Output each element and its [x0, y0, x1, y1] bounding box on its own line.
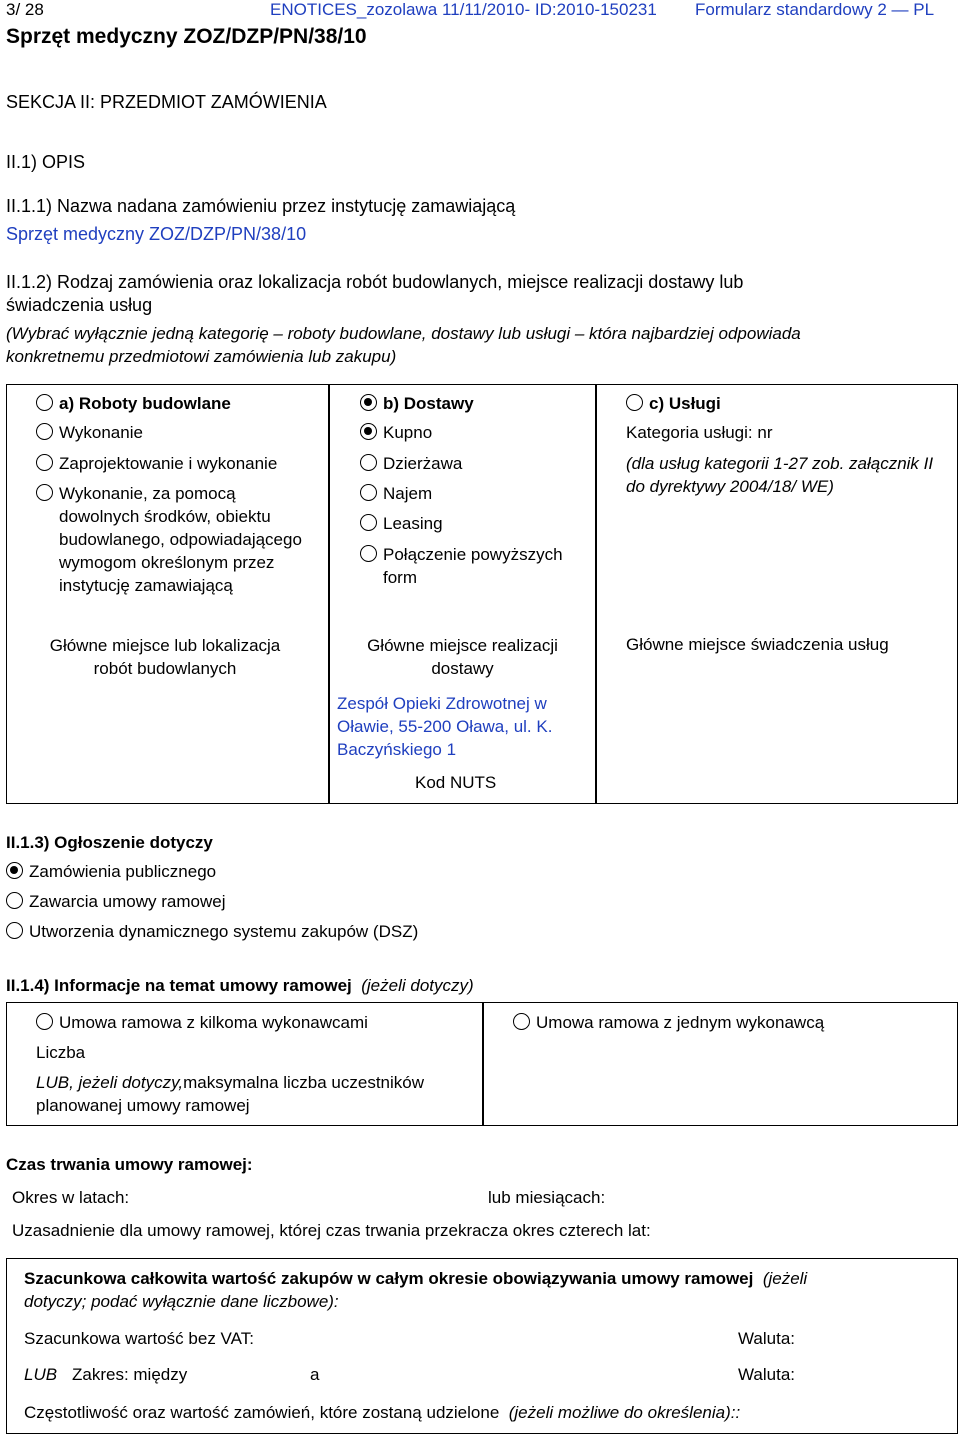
- dostawy-option-najem[interactable]: [360, 484, 432, 504]
- document-title: Sprzęt medyczny ZOZ/DZP/PN/38/10: [6, 25, 367, 48]
- roboty-label: a) Roboty budowlane: [59, 394, 231, 413]
- liczba-label: Liczba: [36, 1043, 86, 1062]
- s112-heading-line1: II.1.2) Rodzaj zamówienia oraz lokalizacja robót budowlanych, miejsce realizacji dostawy lub: [6, 272, 744, 292]
- s112-note-line2: konkretnemu przedmiotowi zamówienia lub zakupu): [6, 347, 397, 366]
- nuts-code-label: Kod NUTS: [415, 773, 497, 792]
- kategoria-uslugi: Kategoria usługi: nr: [626, 423, 773, 442]
- s111-value: Sprzęt medyczny ZOZ/DZP/PN/38/10: [6, 224, 307, 244]
- section-title: SEKCJA II: PRZEDMIOT ZAMÓWIENIA: [6, 92, 327, 112]
- s114-title-note: (jeżeli dotyczy): [361, 976, 474, 995]
- bez-vat-label: Szacunkowa wartość bez VAT:: [24, 1329, 254, 1348]
- framework-one-radio[interactable]: [513, 1013, 530, 1030]
- form-type: Formularz standardowy 2 — PL: [695, 0, 935, 19]
- framework-many-label: Umowa ramowa z kilkoma wykonawcami: [59, 1013, 368, 1032]
- czestotliwosc-note: (jeżeli możliwe do określenia)::: [508, 1403, 741, 1422]
- dostawy-radio-row[interactable]: [360, 394, 474, 414]
- roboty-radio[interactable]: [36, 394, 53, 411]
- value-title-bold: Szacunkowa całkowita wartość zakupów w całym okresie obowiązywania umowy ramowej: [24, 1269, 754, 1288]
- s113-heading: II.1.3) Ogłoszenie dotyczy: [6, 833, 213, 852]
- okres-label: Okres w latach:: [12, 1188, 130, 1207]
- umowa-ramowa-label: Zawarcia umowy ramowej: [29, 892, 226, 911]
- uslugi-radio[interactable]: [626, 394, 643, 411]
- najem-label: Najem: [383, 484, 433, 503]
- czestotliwosc-row: [24, 1403, 740, 1423]
- s112-note-line1: (Wybrać wyłącznie jedną kategorię – roboty budowlane, dostawy lub usługi – która najbardziej odpowiada: [6, 324, 801, 343]
- roboty-option-zaprojektowanie[interactable]: [36, 454, 277, 474]
- s111-heading: II.1.1) Nazwa nadana zamówieniu przez instytucję zamawiającą: [6, 196, 516, 216]
- wykonanie-srodki-label: Wykonanie, za pomocą dowolnych środków, obiektu budowlanego, odpowiadającego wymogom określonym przez instytucję zamawiającą: [59, 484, 302, 595]
- roboty-place-label: Główne miejsce lub lokalizacja robót budowlanych: [49, 636, 281, 678]
- zakres-a-label: a: [310, 1365, 320, 1384]
- polaczenie-radio[interactable]: [360, 545, 377, 562]
- leasing-label: Leasing: [383, 514, 443, 533]
- framework-one-label: Umowa ramowa z jednym wykonawcą: [536, 1013, 825, 1032]
- dostawy-place-value: Zespół Opieki Zdrowotnej w Oławie, 55-200 Oława, ul. K. Baczyńskiego 1: [337, 694, 553, 759]
- zakres-label: Zakres: między: [72, 1365, 188, 1384]
- framework-many-row[interactable]: [36, 1013, 368, 1033]
- umowa-ramowa-radio[interactable]: [6, 892, 23, 909]
- uslugi-note: (dla usług kategorii 1-27 zob. załącznik II do dyrektywy 2004/18/ WE): [626, 454, 934, 496]
- miesiace-label: lub miesiącach:: [488, 1188, 606, 1207]
- zaprojektowanie-radio[interactable]: [36, 454, 53, 471]
- roboty-radio-row[interactable]: [36, 394, 231, 414]
- zaprojektowanie-label: Zaprojektowanie i wykonanie: [59, 454, 278, 473]
- dostawy-radio[interactable]: [360, 394, 377, 411]
- dostawy-option-kupno[interactable]: [360, 423, 432, 443]
- notice-id: ENOTICES_zozolawa 11/11/2010- ID:2010-150231: [270, 0, 657, 19]
- dostawy-option-dzierzawa[interactable]: [360, 454, 462, 474]
- page-number: 3/ 28: [6, 0, 44, 19]
- s114-heading: [6, 976, 474, 996]
- wykonanie-label: Wykonanie: [59, 423, 143, 442]
- value-heading-line1: [24, 1269, 807, 1289]
- value-heading-line2: dotyczy; podać wyłącznie dane liczbowe):: [24, 1292, 339, 1311]
- wykonanie-srodki-radio[interactable]: [36, 484, 53, 501]
- roboty-option-wykonanie[interactable]: [36, 423, 143, 443]
- dostawy-label: b) Dostawy: [383, 394, 474, 413]
- dostawy-place-label: Główne miejsce realizacji dostawy: [367, 636, 558, 678]
- uslugi-label: c) Usługi: [649, 394, 721, 413]
- waluta-label: Waluta:: [738, 1329, 796, 1348]
- dsz-label: Utworzenia dynamicznego systemu zakupów (DSZ): [29, 922, 419, 941]
- lub-max-label: [36, 1071, 476, 1117]
- czestotliwosc-label: Częstotliwość oraz wartość zamówień, które zostaną udzielone: [24, 1403, 500, 1422]
- dsz-radio[interactable]: [6, 922, 23, 939]
- kupno-label: Kupno: [383, 423, 433, 442]
- dostawy-option-polaczenie-radio-wrap[interactable]: [360, 545, 383, 565]
- zamowienia-publicznego-label: Zamówienia publicznego: [29, 862, 217, 881]
- s113-option-dsz[interactable]: [6, 922, 418, 942]
- s114-title: II.1.4) Informacje na temat umowy ramowej: [6, 976, 352, 995]
- framework-many-radio[interactable]: [36, 1013, 53, 1030]
- value-title-italic1: (jeżeli: [762, 1269, 808, 1288]
- s113-option-publiczne[interactable]: [6, 862, 216, 882]
- dzierzawa-radio[interactable]: [360, 454, 377, 471]
- dostawy-option-leasing[interactable]: [360, 514, 443, 534]
- lub-prefix: LUB, jeżeli dotyczy,: [36, 1073, 184, 1092]
- roboty-option3-radio-wrap[interactable]: [36, 484, 59, 504]
- framework-one-row[interactable]: [513, 1013, 824, 1033]
- czas-heading: Czas trwania umowy ramowej:: [6, 1155, 253, 1174]
- uzasadnienie-label: Uzasadnienie dla umowy ramowej, której czas trwania przekracza okres czterech lat:: [12, 1221, 651, 1240]
- kupno-radio[interactable]: [360, 423, 377, 440]
- najem-radio[interactable]: [360, 484, 377, 501]
- waluta2-label: Waluta:: [738, 1365, 796, 1384]
- zamowienia-publicznego-radio[interactable]: [6, 862, 23, 879]
- wykonanie-radio[interactable]: [36, 423, 53, 440]
- dzierzawa-label: Dzierżawa: [383, 454, 463, 473]
- leasing-radio[interactable]: [360, 514, 377, 531]
- s113-option-ramowa[interactable]: [6, 892, 226, 912]
- s112-heading-line2: świadczenia usług: [6, 295, 153, 315]
- uslugi-radio-row[interactable]: [626, 394, 721, 414]
- opis-heading: II.1) OPIS: [6, 152, 86, 172]
- uslugi-place-label: Główne miejsce świadczenia usług: [626, 635, 889, 654]
- lub-rest: maksymalna liczba uczestników planowanej umowy ramowej: [36, 1073, 424, 1115]
- lub-label: LUB: [24, 1365, 58, 1384]
- polaczenie-label: Połączenie powyższych form: [383, 545, 563, 587]
